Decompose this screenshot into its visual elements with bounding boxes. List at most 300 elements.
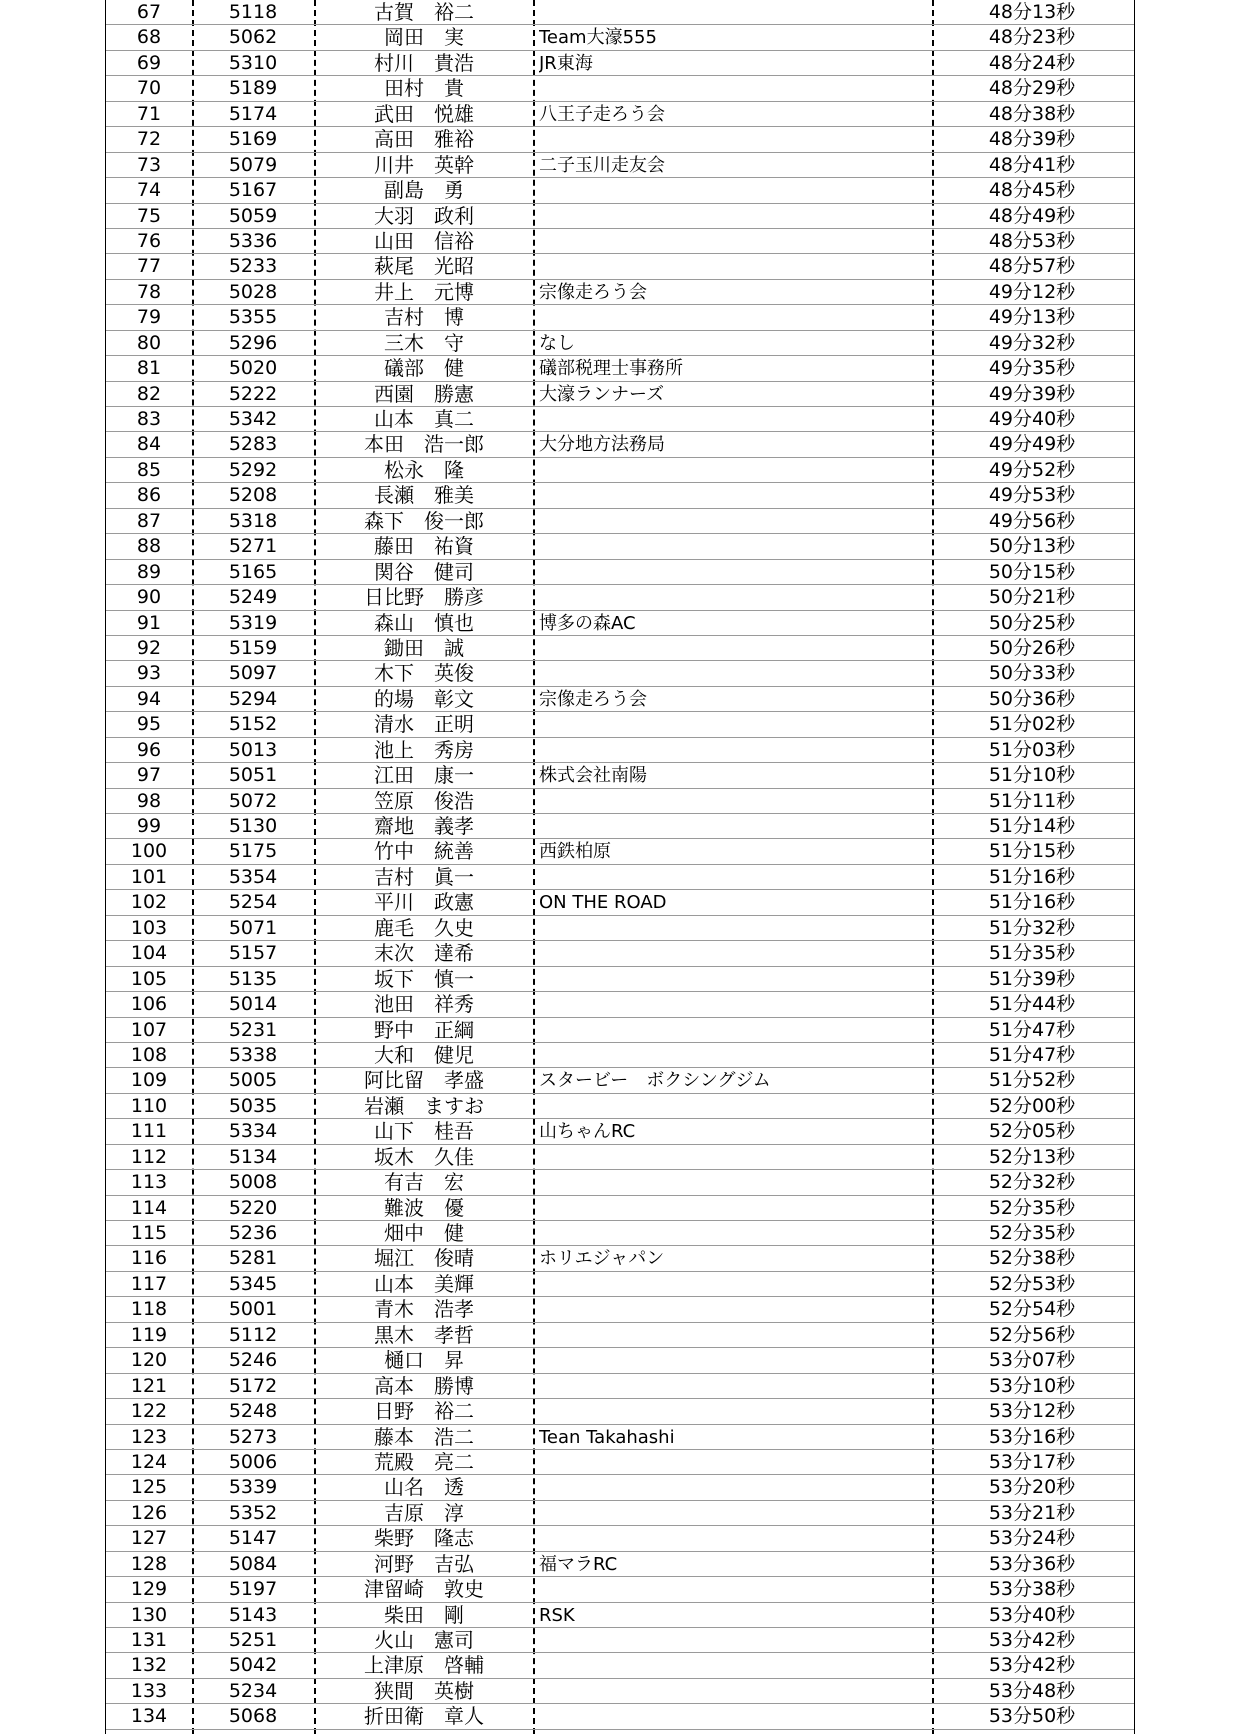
finish-time-cell: 48分23秒 [988, 26, 1076, 49]
runner-name-cell: 吉原 淳 [384, 1500, 464, 1525]
rank-cell: 100 [130, 840, 168, 863]
rank-cell: 86 [136, 484, 162, 507]
bib-number-cell: 5336 [228, 229, 278, 252]
runner-name-cell: 山本 真二 [374, 407, 474, 431]
runner-name-cell: 野中 正綱 [374, 1017, 474, 1042]
finish-time-cell: 53分48秒 [988, 1679, 1076, 1702]
rank-cell: 87 [136, 509, 162, 532]
runner-name-cell: 竹中 統善 [374, 839, 474, 864]
team-name-cell: RSK [539, 1604, 575, 1626]
bib-number-cell: 5134 [228, 1145, 278, 1168]
finish-time-cell: 51分02秒 [988, 713, 1076, 736]
rank-cell: 78 [136, 280, 162, 303]
finish-time-cell: 53分38秒 [988, 1578, 1076, 1601]
runner-name-cell: 荒殿 亮二 [374, 1449, 474, 1474]
finish-time-cell: 53分42秒 [988, 1629, 1076, 1651]
finish-time-cell: 50分15秒 [988, 560, 1076, 583]
bib-number-cell: 5248 [228, 1400, 278, 1423]
table-row [106, 636, 1134, 661]
bib-number-cell: 5006 [228, 1450, 278, 1473]
finish-time-cell: 53分07秒 [988, 1349, 1076, 1372]
bib-number-cell: 5143 [228, 1603, 278, 1626]
table-row [106, 1475, 1134, 1500]
team-name-cell: 西鉄柏原 [539, 841, 611, 863]
runner-name-cell: 高本 勝博 [374, 1373, 474, 1398]
bib-number-cell: 5051 [228, 764, 278, 787]
finish-time-cell: 52分38秒 [988, 1247, 1076, 1270]
team-name-cell: 宗像走ろう会 [539, 688, 647, 710]
bib-number-cell: 5071 [228, 916, 278, 939]
table-row [106, 1297, 1134, 1322]
table-row [106, 1425, 1134, 1450]
runner-name-cell: 江田 康一 [374, 763, 474, 788]
runner-name-cell: 萩尾 光昭 [374, 254, 474, 279]
rank-cell: 127 [130, 1527, 168, 1550]
finish-time-cell: 51分47秒 [988, 1043, 1076, 1066]
finish-time-cell: 53分16秒 [988, 1425, 1076, 1448]
bib-number-cell: 5005 [228, 1069, 278, 1092]
table-row [106, 331, 1134, 356]
bib-number-cell: 5352 [228, 1501, 278, 1524]
runner-name-cell: 西園 勝憲 [374, 381, 474, 406]
finish-time-cell: 50分33秒 [988, 662, 1076, 685]
table-row [106, 738, 1134, 763]
finish-time-cell: 48分57秒 [988, 255, 1076, 278]
bib-number-cell: 5008 [228, 1171, 278, 1194]
table-row [106, 534, 1134, 559]
finish-time-cell: 53分10秒 [988, 1374, 1076, 1397]
finish-time-cell: 51分52秒 [988, 1069, 1076, 1092]
bib-number-cell: 5147 [228, 1527, 278, 1550]
finish-time-cell: 52分32秒 [988, 1171, 1076, 1194]
bib-number-cell: 5342 [228, 408, 278, 430]
bib-number-cell: 5355 [228, 306, 278, 329]
finish-time-cell: 53分50秒 [988, 1705, 1076, 1728]
bib-number-cell: 5254 [228, 891, 278, 914]
table-row [106, 153, 1134, 178]
table-row [106, 687, 1134, 712]
bib-number-cell: 5338 [228, 1043, 278, 1066]
finish-time-cell: 49分12秒 [988, 280, 1076, 303]
finish-time-cell: 49分32秒 [988, 331, 1076, 354]
table-row [106, 1552, 1134, 1577]
finish-time-cell: 48分45秒 [988, 179, 1076, 202]
finish-time-cell: 53分24秒 [988, 1527, 1076, 1550]
bib-number-cell: 5157 [228, 942, 278, 965]
bib-number-cell: 5231 [228, 1018, 278, 1041]
rank-cell: 74 [136, 179, 162, 202]
bib-number-cell: 5236 [228, 1222, 278, 1244]
runner-name-cell: 上津原 啓輔 [364, 1653, 484, 1678]
finish-time-cell: 52分00秒 [988, 1094, 1076, 1117]
finish-time-cell: 53分12秒 [988, 1400, 1076, 1423]
finish-time-cell: 53分42秒 [988, 1654, 1076, 1677]
bib-number-cell: 5222 [228, 382, 278, 405]
rank-cell: 84 [136, 433, 162, 456]
table-row [106, 1246, 1134, 1271]
rank-cell: 85 [136, 458, 162, 481]
runner-name-cell: 津留崎 敦史 [364, 1577, 484, 1602]
rank-cell: 133 [130, 1679, 168, 1702]
team-name-cell: 八王子走ろう会 [539, 103, 665, 125]
finish-time-cell: 53分20秒 [988, 1476, 1076, 1499]
runner-name-cell: 畑中 健 [384, 1221, 464, 1245]
table-row [106, 890, 1134, 915]
finish-time-cell: 50分13秒 [988, 535, 1076, 558]
team-name-cell: ON THE ROAD [539, 892, 667, 914]
table-row [106, 814, 1134, 839]
runner-name-cell: 川井 英幹 [374, 152, 474, 177]
table-row [106, 560, 1134, 585]
finish-time-cell: 53分21秒 [988, 1501, 1076, 1524]
finish-time-cell: 52分56秒 [988, 1323, 1076, 1346]
table-row [106, 178, 1134, 203]
bib-number-cell: 5189 [228, 77, 278, 100]
bib-number-cell: 5072 [228, 789, 278, 812]
finish-time-cell: 53分40秒 [988, 1603, 1076, 1626]
rank-cell: 122 [130, 1400, 168, 1423]
table-row [106, 941, 1134, 966]
runner-name-cell: 長瀬 雅美 [374, 483, 474, 508]
rank-cell: 114 [130, 1196, 168, 1219]
bib-number-cell: 5135 [228, 967, 278, 990]
runner-name-cell: 山田 信裕 [374, 228, 474, 253]
rank-cell: 123 [130, 1425, 168, 1448]
bib-number-cell: 5062 [228, 26, 278, 49]
table-row [106, 865, 1134, 890]
rank-cell: 68 [136, 26, 162, 49]
finish-time-cell: 51分44秒 [988, 993, 1076, 1016]
finish-time-cell: 50分36秒 [988, 687, 1076, 710]
table-row [106, 51, 1134, 76]
runner-name-cell: 笠原 俊浩 [374, 788, 474, 813]
team-name-cell: Tean Takahashi [539, 1426, 675, 1448]
bib-number-cell: 5208 [228, 484, 278, 507]
bib-number-cell: 5028 [228, 280, 278, 303]
finish-time-cell: 49分35秒 [988, 357, 1076, 380]
runner-name-cell: 岡田 実 [384, 25, 464, 50]
rank-cell: 108 [130, 1043, 168, 1066]
finish-time-cell: 53分36秒 [988, 1552, 1076, 1575]
rank-cell: 115 [130, 1222, 168, 1244]
table-row [106, 1221, 1134, 1246]
table-row [106, 483, 1134, 508]
bib-number-cell: 5159 [228, 636, 278, 659]
bib-number-cell: 5172 [228, 1374, 278, 1397]
bib-number-cell: 5354 [228, 865, 278, 888]
table-row [106, 229, 1134, 254]
finish-time-cell: 51分32秒 [988, 916, 1076, 939]
runner-name-cell: 山名 透 [384, 1475, 464, 1500]
finish-time-cell: 53分17秒 [988, 1450, 1076, 1473]
bib-number-cell: 5165 [228, 560, 278, 583]
bib-number-cell: 5292 [228, 458, 278, 481]
runner-name-cell: 山下 桂吾 [374, 1119, 474, 1144]
team-name-cell: 福マラRC [539, 1553, 618, 1575]
finish-time-cell: 51分47秒 [988, 1018, 1076, 1041]
table-row [106, 1399, 1134, 1424]
runner-name-cell: 武田 悦雄 [374, 101, 474, 126]
rank-cell: 126 [130, 1501, 168, 1524]
finish-time-cell: 48分38秒 [988, 102, 1076, 125]
table-row [106, 916, 1134, 941]
table-row [106, 1501, 1134, 1526]
rank-cell: 83 [136, 408, 162, 430]
runner-name-cell: 坂下 慎一 [374, 966, 474, 991]
rank-cell: 129 [130, 1578, 168, 1601]
runner-name-cell: 古賀 裕二 [374, 0, 474, 24]
rank-cell: 81 [136, 357, 162, 380]
table-row [106, 432, 1134, 457]
team-name-cell: 山ちゃんRC [539, 1121, 636, 1143]
rank-cell: 113 [130, 1171, 168, 1194]
finish-time-cell: 48分49秒 [988, 204, 1076, 227]
table-row [106, 356, 1134, 381]
rank-cell: 125 [130, 1476, 168, 1499]
rank-cell: 71 [136, 102, 162, 125]
table-row [106, 839, 1134, 864]
table-row [106, 611, 1134, 636]
runner-name-cell: 岩瀬 ますお [364, 1093, 484, 1118]
rank-cell: 82 [136, 382, 162, 405]
bib-number-cell: 5001 [228, 1298, 278, 1321]
table-row [106, 25, 1134, 50]
table-row [106, 407, 1134, 432]
bib-number-cell: 5097 [228, 662, 278, 685]
bib-number-cell: 5273 [228, 1425, 278, 1448]
finish-time-cell: 51分03秒 [988, 738, 1076, 761]
rank-cell: 96 [136, 738, 162, 761]
table-row [106, 763, 1134, 788]
runner-name-cell: 日比野 勝彦 [364, 585, 484, 610]
rank-cell: 112 [130, 1145, 168, 1168]
rank-cell: 118 [130, 1298, 168, 1321]
table-row [106, 280, 1134, 305]
rank-cell: 110 [130, 1094, 168, 1117]
runner-name-cell: 木下 英俊 [374, 661, 474, 686]
runner-name-cell: 池上 秀房 [374, 737, 474, 762]
rank-cell: 120 [130, 1349, 168, 1372]
rank-cell: 104 [130, 942, 168, 965]
bib-number-cell: 5118 [228, 1, 278, 23]
rank-cell: 94 [136, 687, 162, 710]
table-row [106, 1526, 1134, 1551]
runner-name-cell: 狭間 英樹 [374, 1678, 474, 1703]
rank-cell: 79 [136, 306, 162, 329]
team-name-cell: 博多の森AC [539, 612, 636, 634]
bib-number-cell: 5042 [228, 1654, 278, 1677]
rank-cell: 117 [130, 1272, 168, 1295]
table-row [106, 1577, 1134, 1602]
runner-name-cell: 池田 祥秀 [374, 992, 474, 1017]
runner-name-cell: 森下 俊一郎 [364, 508, 484, 533]
runner-name-cell: 三木 守 [384, 330, 464, 355]
bib-number-cell: 5035 [228, 1094, 278, 1117]
team-name-cell: 礒部税理士事務所 [539, 358, 683, 380]
bib-number-cell: 5246 [228, 1349, 278, 1372]
finish-time-cell: 50分25秒 [988, 611, 1076, 634]
table-row [106, 1704, 1134, 1729]
finish-time-cell: 48分41秒 [988, 153, 1076, 176]
bib-number-cell: 5068 [228, 1705, 278, 1728]
rank-cell: 90 [136, 586, 162, 609]
finish-time-cell: 51分16秒 [988, 891, 1076, 914]
bib-number-cell: 5112 [228, 1323, 278, 1346]
rank-cell: 67 [136, 1, 162, 23]
table-row [106, 1603, 1134, 1628]
finish-time-cell: 50分26秒 [988, 636, 1076, 659]
rank-cell: 121 [130, 1374, 168, 1397]
finish-time-cell: 51分16秒 [988, 865, 1076, 888]
rank-cell: 103 [130, 916, 168, 939]
runner-name-cell: 吉村 眞一 [374, 864, 474, 889]
table-row [106, 1018, 1134, 1043]
runner-name-cell: 黒木 孝哲 [374, 1322, 474, 1347]
bib-number-cell: 5283 [228, 433, 278, 456]
runner-name-cell: 大羽 政利 [374, 203, 474, 228]
runner-name-cell: 堀江 俊晴 [374, 1246, 474, 1271]
table-row [106, 204, 1134, 229]
table-row [106, 1653, 1134, 1678]
table-row [106, 712, 1134, 737]
finish-time-cell: 52分05秒 [988, 1120, 1076, 1143]
table-row [106, 458, 1134, 483]
table-row [106, 1170, 1134, 1195]
results-table [105, 0, 1135, 1734]
table-row [106, 1068, 1134, 1093]
finish-time-cell: 52分53秒 [988, 1272, 1076, 1295]
runner-name-cell: 坂木 久佳 [374, 1144, 474, 1169]
table-row [106, 1348, 1134, 1373]
rank-cell: 77 [136, 255, 162, 278]
runner-name-cell: 高田 雅裕 [374, 127, 474, 152]
runner-name-cell: 有吉 宏 [384, 1170, 464, 1195]
bib-number-cell: 5251 [228, 1629, 278, 1651]
rank-cell: 124 [130, 1450, 168, 1473]
finish-time-cell: 51分15秒 [988, 840, 1076, 863]
rank-cell: 128 [130, 1552, 168, 1575]
team-name-cell: JR東海 [539, 52, 593, 74]
rank-cell: 130 [130, 1603, 168, 1626]
table-row [106, 1094, 1134, 1119]
rank-cell: 102 [130, 891, 168, 914]
bib-number-cell: 5169 [228, 128, 278, 151]
runner-name-cell: 末次 達希 [374, 941, 474, 966]
table-row [106, 1323, 1134, 1348]
table-row [106, 0, 1134, 25]
runner-name-cell: 森山 慎也 [374, 610, 474, 635]
runner-name-cell: 平川 政憲 [374, 890, 474, 915]
finish-time-cell: 48分39秒 [988, 128, 1076, 151]
team-name-cell: 株式会社南陽 [539, 765, 647, 787]
bib-number-cell: 5296 [228, 331, 278, 354]
runner-name-cell: 火山 憲司 [374, 1628, 474, 1652]
team-name-cell: 大分地方法務局 [539, 434, 665, 456]
bib-number-cell: 5339 [228, 1476, 278, 1499]
bib-number-cell: 5084 [228, 1552, 278, 1575]
finish-time-cell: 52分54秒 [988, 1298, 1076, 1321]
team-name-cell: 二子玉川走友会 [539, 154, 665, 176]
runner-name-cell: 鋤田 誠 [384, 635, 464, 660]
runner-name-cell: 阿比留 孝盛 [364, 1068, 484, 1093]
finish-time-cell: 48分53秒 [988, 229, 1076, 252]
rank-cell: 132 [130, 1654, 168, 1677]
team-name-cell: 大濠ランナーズ [539, 383, 665, 405]
rank-cell: 105 [130, 967, 168, 990]
table-row [106, 585, 1134, 610]
bib-number-cell: 5167 [228, 179, 278, 202]
finish-time-cell: 51分11秒 [988, 789, 1076, 812]
bib-number-cell: 5319 [228, 611, 278, 634]
rank-cell: 97 [136, 764, 162, 787]
finish-time-cell: 48分29秒 [988, 77, 1076, 100]
runner-name-cell: 藤田 祐資 [374, 534, 474, 559]
bib-number-cell: 5014 [228, 993, 278, 1016]
finish-time-cell: 48分24秒 [988, 51, 1076, 74]
table-row [106, 789, 1134, 814]
finish-time-cell: 49分13秒 [988, 306, 1076, 329]
rank-cell: 80 [136, 331, 162, 354]
bib-number-cell: 5013 [228, 738, 278, 761]
rank-cell: 69 [136, 51, 162, 74]
bib-number-cell: 5281 [228, 1247, 278, 1270]
bib-number-cell: 5079 [228, 153, 278, 176]
runner-name-cell: 山本 美輝 [374, 1271, 474, 1296]
runner-name-cell: 藤本 浩二 [374, 1424, 474, 1449]
finish-time-cell: 49分40秒 [988, 408, 1076, 430]
finish-time-cell: 52分13秒 [988, 1145, 1076, 1168]
rank-cell: 76 [136, 229, 162, 252]
table-row [106, 127, 1134, 152]
runner-name-cell: 松永 隆 [384, 457, 464, 482]
bib-number-cell: 5334 [228, 1120, 278, 1143]
table-row [106, 1119, 1134, 1144]
bib-number-cell: 5130 [228, 815, 278, 837]
runner-name-cell: 吉村 博 [384, 305, 464, 330]
finish-time-cell: 49分53秒 [988, 484, 1076, 507]
runner-name-cell: 関谷 健司 [374, 559, 474, 584]
runner-name-cell: 井上 元博 [374, 279, 474, 304]
finish-time-cell: 49分56秒 [988, 509, 1076, 532]
rank-cell: 109 [130, 1069, 168, 1092]
runner-name-cell: 河野 吉弘 [374, 1551, 474, 1576]
team-name-cell: Team大濠555 [539, 27, 657, 49]
rank-cell: 131 [130, 1629, 168, 1651]
table-row [106, 1450, 1134, 1475]
table-row [106, 661, 1134, 686]
runner-name-cell: 清水 正明 [374, 712, 474, 737]
team-name-cell: ホリエジャパン [539, 1248, 665, 1270]
finish-time-cell: 49分39秒 [988, 382, 1076, 405]
table-row [106, 76, 1134, 101]
table-row [106, 967, 1134, 992]
rank-cell: 89 [136, 560, 162, 583]
rank-cell: 75 [136, 204, 162, 227]
runner-name-cell: 柴野 隆志 [374, 1526, 474, 1551]
runner-name-cell: 村川 貴浩 [374, 50, 474, 75]
team-name-cell: スタービー ボクシングジム [539, 1070, 771, 1092]
runner-name-cell: 副島 勇 [384, 178, 464, 203]
rank-cell: 116 [130, 1247, 168, 1270]
finish-time-cell: 51分10秒 [988, 764, 1076, 787]
table-row [106, 254, 1134, 279]
bib-number-cell: 5233 [228, 255, 278, 278]
runner-name-cell: 日野 裕二 [374, 1399, 474, 1424]
finish-time-cell: 50分21秒 [988, 586, 1076, 609]
finish-time-cell: 52分35秒 [988, 1196, 1076, 1219]
bib-number-cell: 5318 [228, 509, 278, 532]
table-row [106, 1272, 1134, 1297]
